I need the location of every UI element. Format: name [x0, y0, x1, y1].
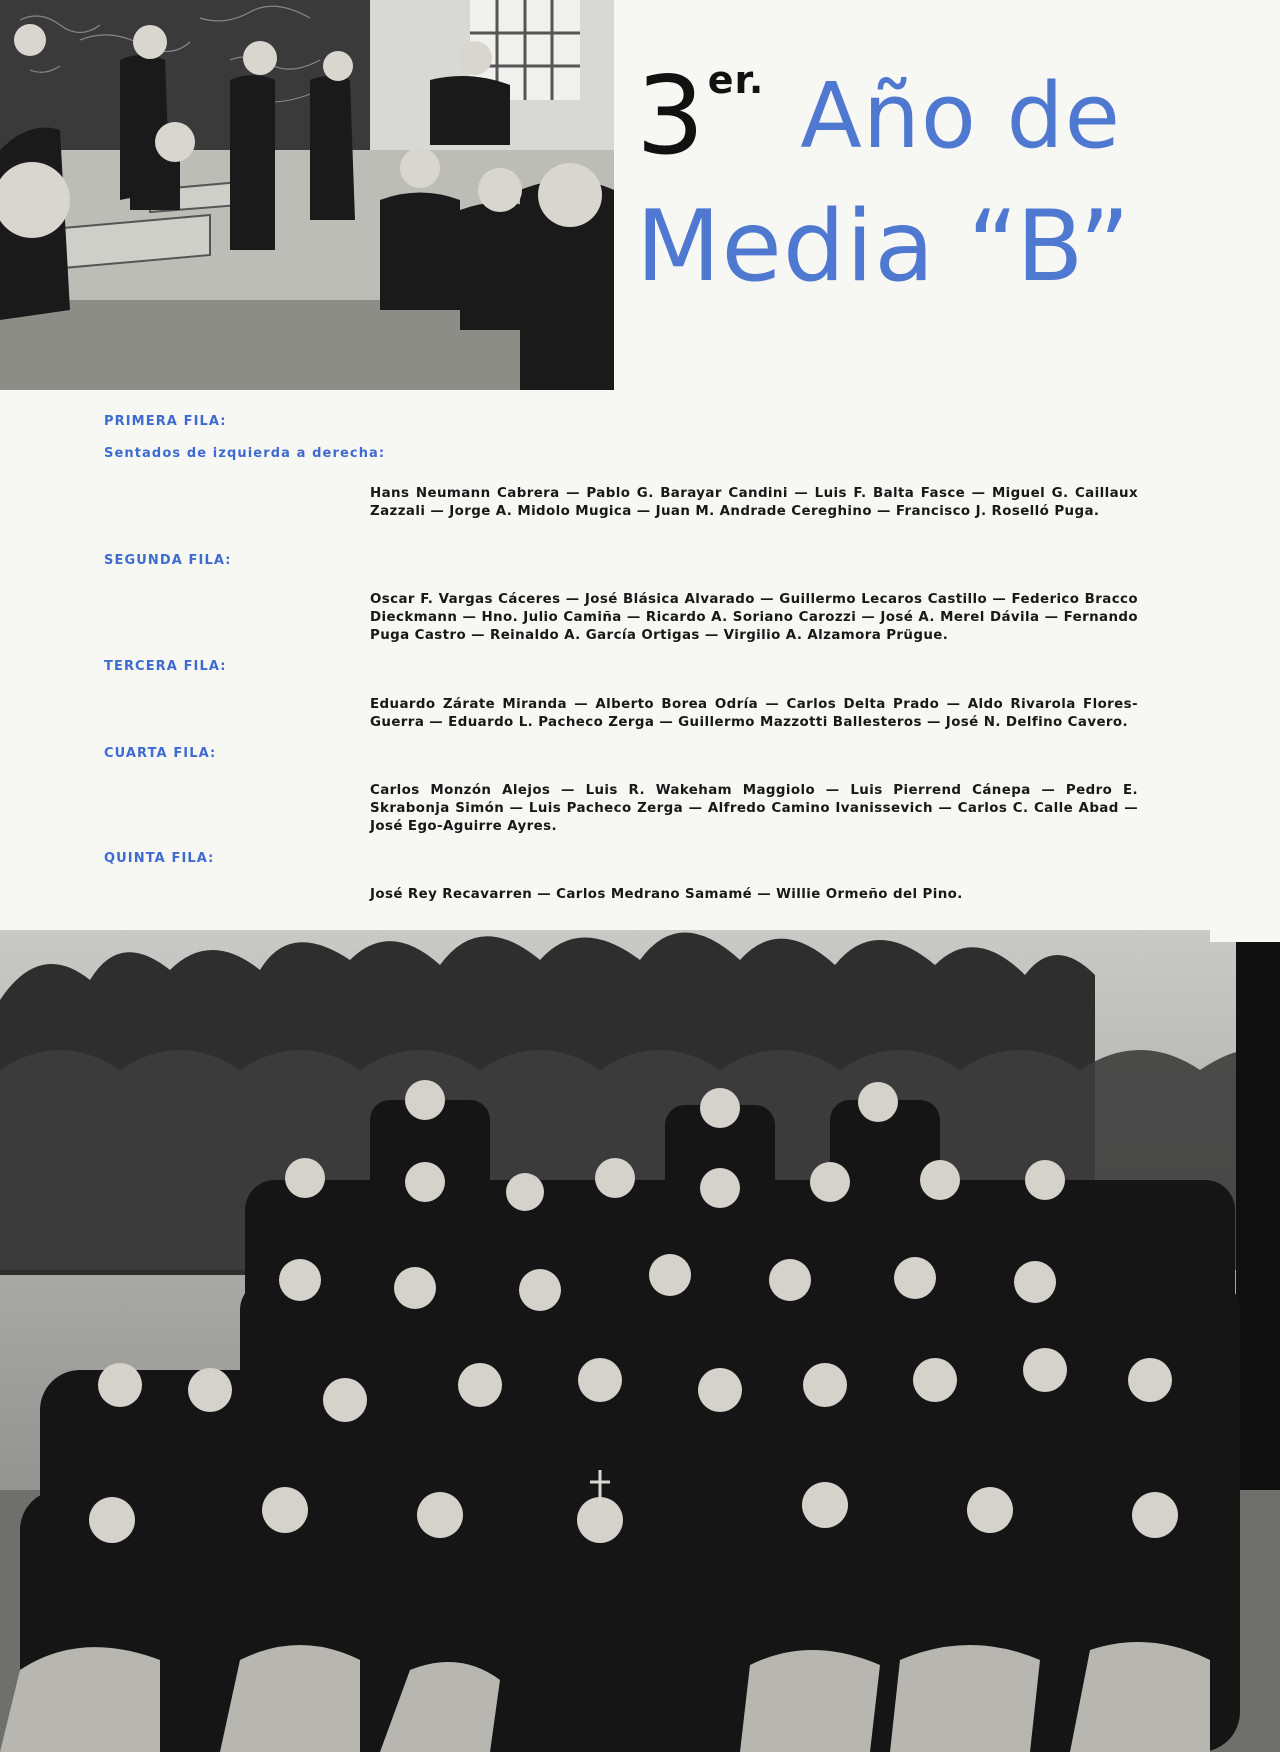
- row-label-cuarta: CUARTA FILA:: [104, 746, 217, 761]
- names-tercera: Eduardo Zárate Miranda — Alberto Borea Odría — Carlos Delta Prado — Aldo Rivarola Flores-Guerra — Eduardo L. Pacheco Zerga — Guillermo Mazzotti Ballesteros — José N. Delfino Cavero.: [370, 697, 1138, 730]
- names-primera: Hans Neumann Cabrera — Pablo G. Barayar Candini — Luis F. Balta Fasce — Miguel G. Caillaux Zazzali — Jorge A. Midolo Mugica — Juan M. Andrade Cereghino — Francisco J. Roselló Puga.: [370, 486, 1138, 519]
- row-sublabel-primera: Sentados de izquierda a derecha:: [104, 446, 386, 461]
- title-text-1: Año de: [800, 64, 1122, 169]
- names-segunda: Oscar F. Vargas Cáceres — José Blásica Alvarado — Guillermo Lecaros Castillo — Federico Bracco Dieckmann — Hno. Julio Camiña — Ricardo A. Soriano Carozzi — José A. Merel Dávila — Fernando Puga Castro — Reinaldo A. García Ortigas — Virgilio A. Alzamora Prügue.: [370, 592, 1138, 643]
- title-line-1: [636, 48, 1122, 179]
- title-number: 3: [636, 54, 706, 179]
- classroom-photo: [0, 0, 614, 390]
- row-label-primera: PRIMERA FILA:: [104, 414, 227, 429]
- row-label-quinta: QUINTA FILA:: [104, 851, 215, 866]
- title-suffix: er.: [707, 58, 765, 102]
- row-label-segunda: SEGUNDA FILA:: [104, 553, 232, 568]
- class-group-photo: [0, 930, 1280, 1752]
- title-line-2: Media “B”: [636, 190, 1131, 304]
- names-cuarta: Carlos Monzón Alejos — Luis R. Wakeham Maggiolo — Luis Pierrend Cánepa — Pedro E. Skrabonja Simón — Luis Pacheco Zerga — Alfredo Camino Ivanissevich — Carlos C. Calle Abad — José Ego-Aguirre Ayres.: [370, 783, 1138, 834]
- page-title: [636, 40, 1256, 320]
- names-quinta: José Rey Recavarren — Carlos Medrano Samamé — Willie Ormeño del Pino.: [370, 887, 963, 902]
- row-label-tercera: TERCERA FILA:: [104, 659, 227, 674]
